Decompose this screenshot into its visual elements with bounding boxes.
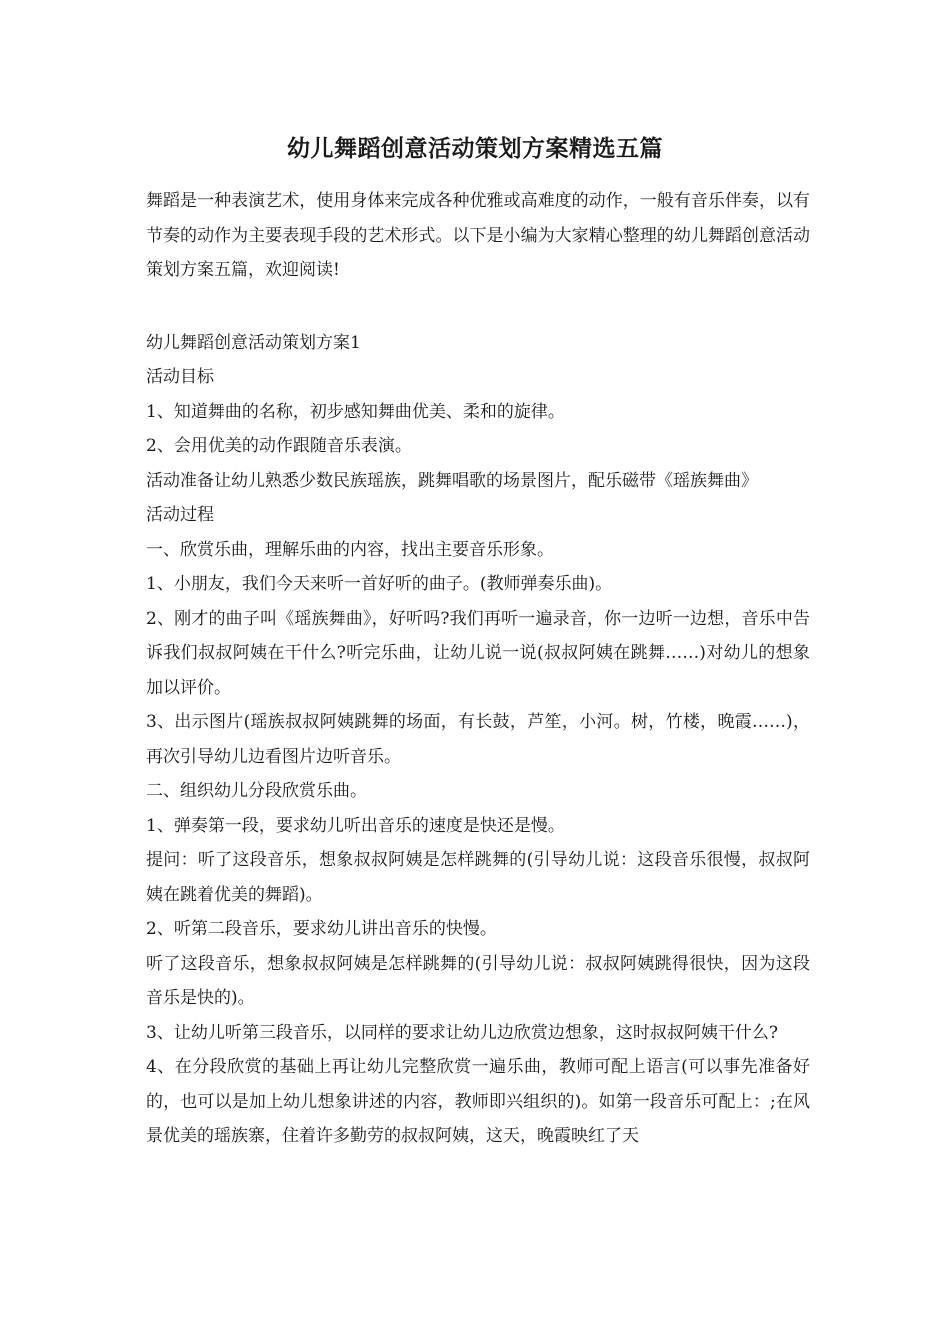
paragraph: 4、在分段欣赏的基础上再让幼儿完整欣赏一遍乐曲，教师可配上语言(可以事先准备好的，也可以是加上幼儿想象讲述的内容，教师即兴组织的)。如第一段音乐可配上：;在风景优美的瑶族寨，住着许多勤劳的叔叔阿姨，这天，晚霞映红了天	[146, 1057, 810, 1146]
subheading-goals: 活动目标	[146, 367, 214, 387]
paragraph: 一、欣赏乐曲，理解乐曲的内容，找出主要音乐形象。	[146, 539, 554, 560]
intro-paragraph: 舞蹈是一种表演艺术，使用身体来完成各种优雅或高难度的动作，一般有音乐伴奏，以有节奏的动作为主要表现手段的艺术形式。以下是小编为大家精心整理的幼儿舞蹈创意活动策划方案五篇，欢迎阅读!	[146, 191, 810, 280]
paragraph: 2、会用优美的动作跟随音乐表演。	[146, 436, 412, 456]
paragraph: 2、听第二段音乐，要求幼儿讲出音乐的快慢。	[146, 919, 497, 939]
paragraph: 听了这段音乐，想象叔叔阿姨是怎样跳舞的(引导幼儿说：叔叔阿姨跳得很快，因为这段音乐是快的)。	[146, 953, 810, 1008]
paragraph: 提问：听了这段音乐，想象叔叔阿姨是怎样跳舞的(引导幼儿说：这段音乐很慢，叔叔阿姨在跳着优美的舞蹈)。	[146, 850, 810, 905]
document-body	[146, 184, 810, 1154]
paragraph: 2、刚才的曲子叫《瑶族舞曲》，好听吗?我们再听一遍录音，你一边听一边想，音乐中告诉我们叔叔阿姨在干什么?听完乐曲，让幼儿说一说(叔叔阿姨在跳舞……)对幼儿的想象加以评价。	[146, 608, 810, 698]
document-title: 幼儿舞蹈创意活动策划方案精选五篇	[287, 135, 663, 162]
section-heading-plan-1: 幼儿舞蹈创意活动策划方案1	[146, 332, 361, 353]
paragraph: 1、小朋友，我们今天来听一首好听的曲子。(教师弹奏乐曲)。	[146, 574, 613, 594]
subheading-process: 活动过程	[146, 505, 214, 525]
paragraph: 3、让幼儿听第三段音乐，以同样的要求让幼儿边欣赏边想象，这时叔叔阿姨干什么?	[146, 1022, 778, 1043]
paragraph: 活动准备让幼儿熟悉少数民族瑶族，跳舞唱歌的场景图片，配乐磁带《瑶族舞曲》	[146, 470, 758, 491]
paragraph: 1、弹奏第一段，要求幼儿听出音乐的速度是快还是慢。	[146, 815, 565, 836]
paragraph: 1、知道舞曲的名称，初步感知舞曲优美、柔和的旋律。	[146, 401, 565, 422]
paragraph: 3、出示图片(瑶族叔叔阿姨跳舞的场面，有长鼓，芦笙，小河。树，竹楼，晚霞……)，再次引导幼儿边看图片边听音乐。	[146, 712, 810, 767]
paragraph: 二、组织幼儿分段欣赏乐曲。	[146, 781, 367, 801]
